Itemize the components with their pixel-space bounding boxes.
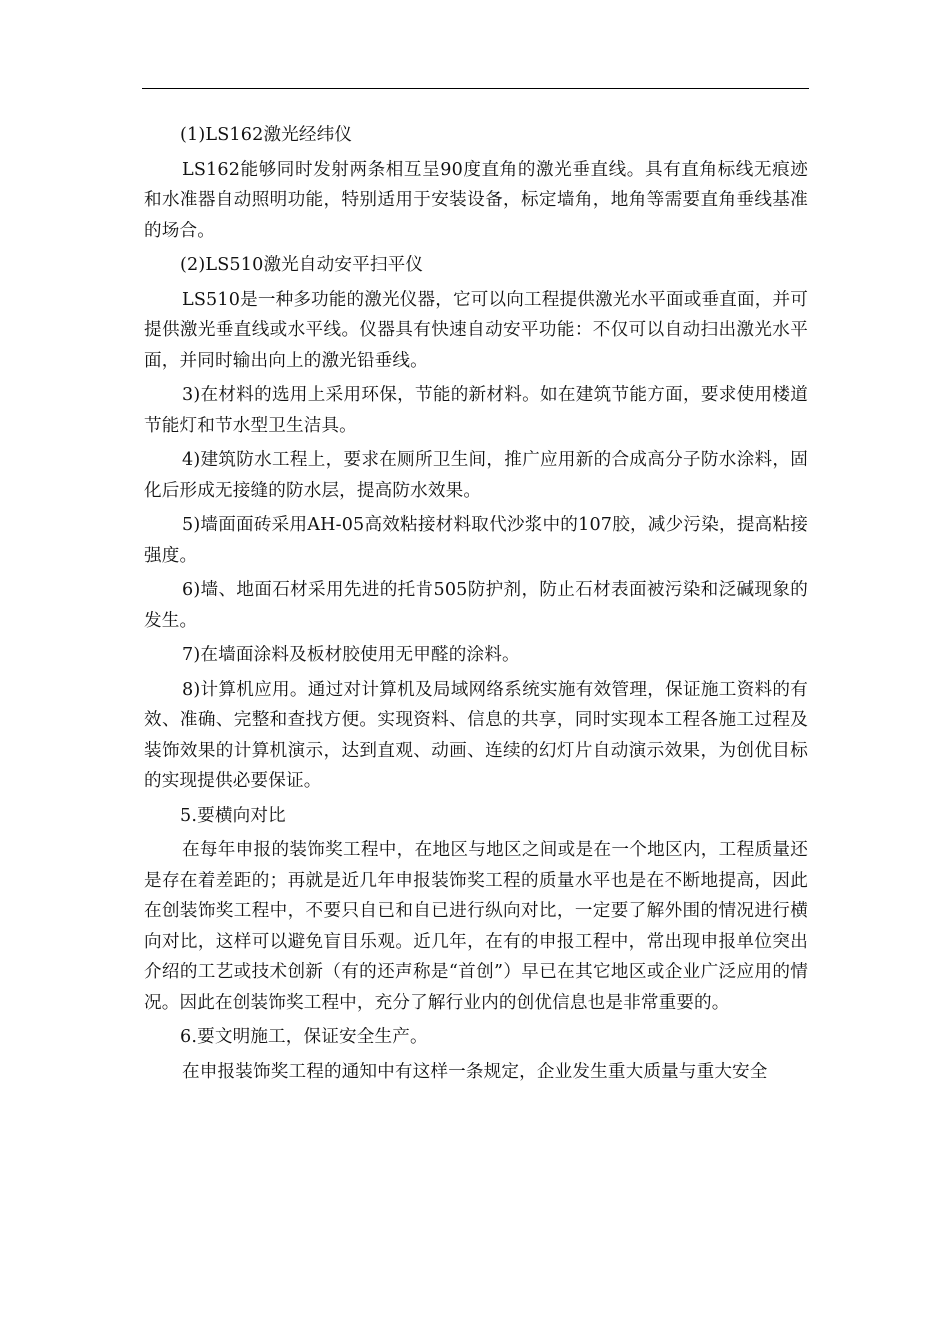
heading-ls162: (1)LS162激光经纬仪	[180, 125, 353, 145]
paragraph-ls510-description: LS510是一种多功能的激光仪器，它可以向工程提供激光水平面或垂直面，并可提供激光垂直线或水平线。仪器具有快速自动安平功能：不仅可以自动扫出激光水平面，并同时输出向上的激光铅垂线。	[144, 289, 808, 371]
heading-ls510: (2)LS510激光自动安平扫平仪	[180, 255, 424, 275]
heading-section-6: 6.要文明施工，保证安全生产。	[180, 1027, 428, 1047]
paragraph-item-8-computer: 8)计算机应用。通过对计算机及局域网络系统实施有效管理，保证施工资料的有效、准确、完整和查找方便。实现资料、信息的共享，同时实现本工程各施工过程及装饰效果的计算机演示，达到直观、动画、连续的幻灯片自动演示效果，为创优目标的实现提供必要保证。	[144, 679, 808, 791]
paragraph-item-4-waterproofing: 4)建筑防水工程上，要求在厕所卫生间，推广应用新的合成高分子防水涂料，固化后形成无接缝的防水层，提高防水效果。	[144, 450, 808, 501]
paragraph-section-6-body: 在申报装饰奖工程的通知中有这样一条规定，企业发生重大质量与重大安全	[182, 1061, 768, 1082]
paragraph-section-5-body: 在每年申报的装饰奖工程中，在地区与地区之间或是在一个地区内，工程质量还是存在着差距的；再就是近几年申报装饰奖工程的质量水平也是在不断地提高，因此在创装饰奖工程中，不要只自已和自已进行纵向对比，一定要了解外围的情况进行横向对比，这样可以避免盲目乐观。近几年，在有的申报工程中，常出现申报单位突出介绍的工艺或技术创新（有的还声称是“首创”）早已在其它地区或企业广泛应用的情况。因此在创装饰奖工程中，充分了解行业内的创优信息也是非常重要的。	[144, 840, 808, 1013]
header-rule	[142, 88, 809, 89]
heading-section-5: 5.要横向对比	[180, 805, 286, 826]
paragraph-item-5-tiles: 5)墙面面砖采用AH-05高效粘接材料取代沙浆中的107胶，减少污染，提高粘接强度。	[144, 515, 808, 566]
paragraph-item-6-stone: 6)墙、地面石材采用先进的托肯505防护剂，防止石材表面被污染和泛碱现象的发生。	[144, 580, 808, 631]
document-body	[144, 120, 808, 1087]
paragraph-item-3-materials: 3)在材料的选用上采用环保，节能的新材料。如在建筑节能方面，要求使用楼道节能灯和节水型卫生洁具。	[144, 385, 808, 436]
paragraph-item-7-coating: 7)在墙面涂料及板材胶使用无甲醛的涂料。	[182, 645, 520, 665]
paragraph-ls162-description: LS162能够同时发射两条相互呈90度直角的激光垂直线。具有直角标线无痕迹和水准器自动照明功能，特别适用于安装设备，标定墙角，地角等需要直角垂线基准的场合。	[144, 159, 808, 241]
